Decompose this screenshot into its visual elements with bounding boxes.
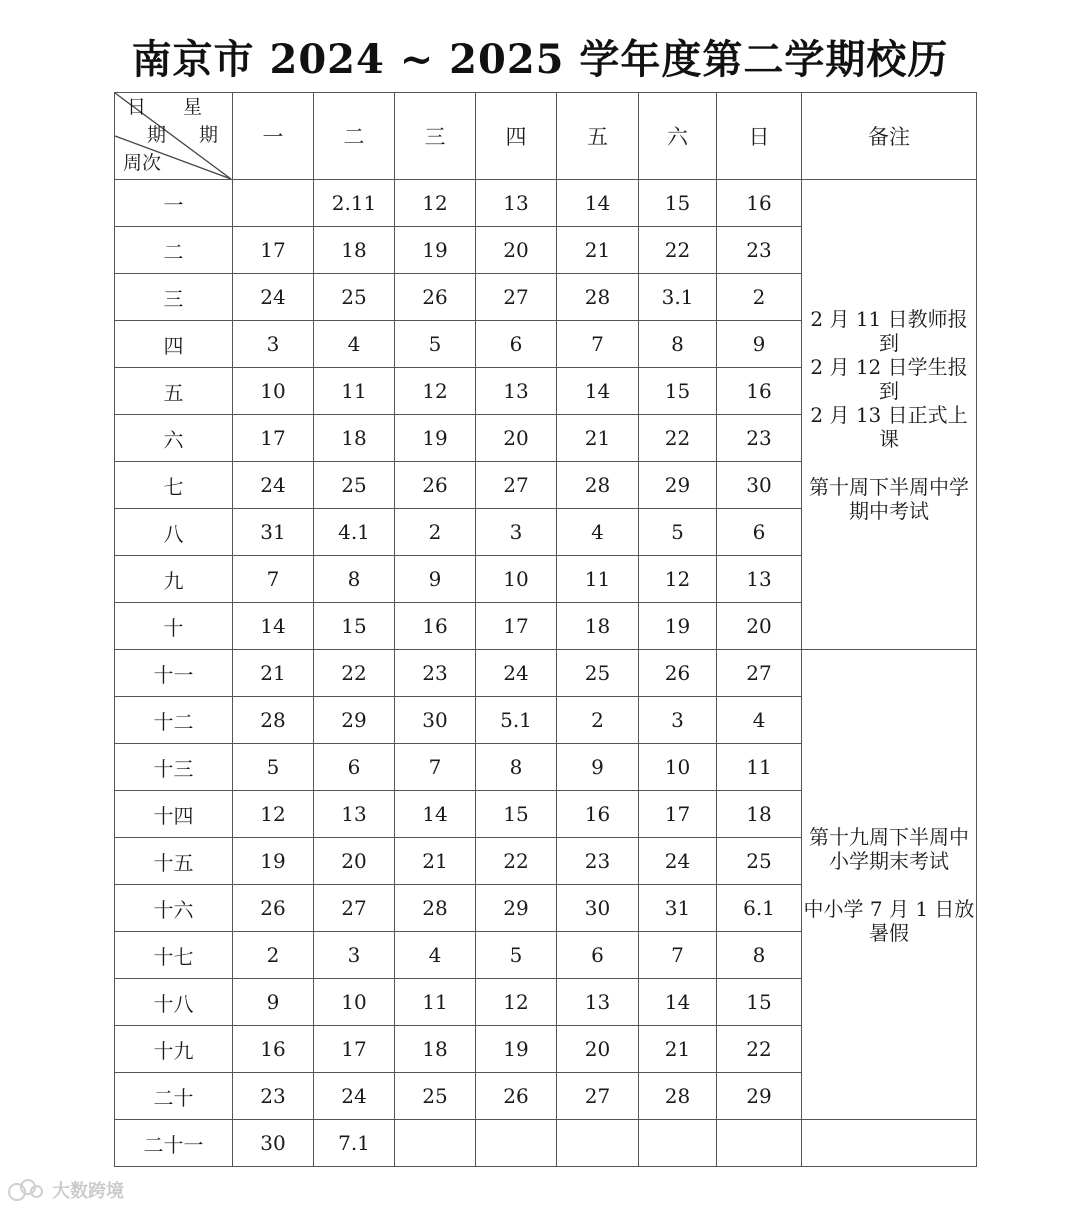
watermark-text: 大数跨境	[52, 1181, 124, 1202]
date-cell-fri: 27	[557, 1073, 639, 1120]
date-cell-sun: 6	[717, 509, 802, 556]
date-cell-fri: 11	[557, 556, 639, 603]
date-cell-fri: 21	[557, 227, 639, 274]
date-cell-wed: 2	[395, 509, 476, 556]
date-cell-sun: 22	[717, 1026, 802, 1073]
date-cell-mon: 5	[233, 744, 314, 791]
date-cell-thu: 13	[476, 180, 557, 227]
date-cell-sat: 3	[639, 697, 717, 744]
date-cell-wed: 18	[395, 1026, 476, 1073]
day-header-sun: 日	[717, 93, 802, 180]
date-cell-thu: 6	[476, 321, 557, 368]
date-cell-wed: 28	[395, 885, 476, 932]
date-cell-thu: 10	[476, 556, 557, 603]
date-cell-fri: 28	[557, 462, 639, 509]
date-cell-wed: 19	[395, 415, 476, 462]
date-cell-mon: 21	[233, 650, 314, 697]
week-label: 十三	[115, 744, 233, 791]
date-cell-thu: 26	[476, 1073, 557, 1120]
day-header-thu: 四	[476, 93, 557, 180]
date-cell-tue: 10	[314, 979, 395, 1026]
date-cell-sat: 28	[639, 1073, 717, 1120]
date-cell-fri: 30	[557, 885, 639, 932]
week-label: 四	[115, 321, 233, 368]
date-cell-fri: 9	[557, 744, 639, 791]
page-title: 南京市 2024 ~ 2025 学年度第二学期校历	[131, 36, 949, 83]
date-cell-tue: 24	[314, 1073, 395, 1120]
note-line: 期中考试	[849, 498, 929, 523]
date-cell-thu: 3	[476, 509, 557, 556]
date-cell-wed: 12	[395, 368, 476, 415]
date-cell-wed	[395, 1120, 476, 1167]
notes-header: 备注	[802, 93, 977, 180]
week-label: 十八	[115, 979, 233, 1026]
date-cell-thu: 29	[476, 885, 557, 932]
week-label: 八	[115, 509, 233, 556]
date-cell-sat: 5	[639, 509, 717, 556]
date-cell-sat: 22	[639, 415, 717, 462]
date-cell-wed: 26	[395, 274, 476, 321]
date-cell-tue: 4.1	[314, 509, 395, 556]
week-label: 二十一	[115, 1120, 233, 1167]
week-row	[115, 1120, 977, 1167]
week-label: 二	[115, 227, 233, 274]
date-cell-sat: 21	[639, 1026, 717, 1073]
note-line: 暑假	[869, 920, 909, 945]
date-cell-tue: 2.11	[314, 180, 395, 227]
day-header-fri: 五	[557, 93, 639, 180]
date-cell-sat: 8	[639, 321, 717, 368]
corner-label-zhouci: 周次	[123, 152, 162, 174]
date-cell-tue: 20	[314, 838, 395, 885]
date-cell-wed: 9	[395, 556, 476, 603]
note-line: 2 月 12 日学生报到	[810, 354, 968, 403]
week-label: 十	[115, 603, 233, 650]
corner-label-xing: 星	[183, 96, 203, 118]
date-cell-wed: 26	[395, 462, 476, 509]
corner-label-qi-left: 期	[147, 124, 167, 146]
date-cell-sun: 25	[717, 838, 802, 885]
date-cell-wed: 11	[395, 979, 476, 1026]
date-cell-mon: 16	[233, 1026, 314, 1073]
week-label: 五	[115, 368, 233, 415]
date-cell-fri: 2	[557, 697, 639, 744]
date-cell-mon: 3	[233, 321, 314, 368]
date-cell-mon: 23	[233, 1073, 314, 1120]
calendar-body	[115, 180, 977, 1167]
note-line: 2 月 13 日正式上课	[810, 402, 968, 451]
week-label: 九	[115, 556, 233, 603]
date-cell-fri: 28	[557, 274, 639, 321]
date-cell-tue: 22	[314, 650, 395, 697]
week-label: 十四	[115, 791, 233, 838]
date-cell-thu	[476, 1120, 557, 1167]
date-cell-thu: 27	[476, 462, 557, 509]
note-line: 第十九周下半周中	[809, 824, 969, 849]
date-cell-sun: 23	[717, 227, 802, 274]
watermark	[8, 1177, 124, 1203]
date-cell-sun: 18	[717, 791, 802, 838]
date-cell-tue: 6	[314, 744, 395, 791]
notes-empty-cell	[802, 1120, 977, 1167]
date-cell-mon: 9	[233, 979, 314, 1026]
date-cell-tue: 27	[314, 885, 395, 932]
date-cell-sat: 31	[639, 885, 717, 932]
date-cell-tue: 25	[314, 274, 395, 321]
date-cell-thu: 17	[476, 603, 557, 650]
school-calendar-table	[114, 92, 977, 1167]
date-cell-sat: 15	[639, 180, 717, 227]
date-cell-sat: 14	[639, 979, 717, 1026]
week-label: 十七	[115, 932, 233, 979]
date-cell-tue: 7.1	[314, 1120, 395, 1167]
date-cell-tue: 29	[314, 697, 395, 744]
watermark-logo-icon	[8, 1179, 46, 1201]
date-cell-sun: 11	[717, 744, 802, 791]
note-spacer	[802, 873, 976, 897]
date-cell-thu: 22	[476, 838, 557, 885]
date-cell-sun: 2	[717, 274, 802, 321]
date-cell-wed: 14	[395, 791, 476, 838]
date-cell-sat	[639, 1120, 717, 1167]
date-cell-tue: 4	[314, 321, 395, 368]
week-label: 六	[115, 415, 233, 462]
date-cell-mon: 17	[233, 415, 314, 462]
date-cell-sun: 16	[717, 368, 802, 415]
date-cell-mon: 17	[233, 227, 314, 274]
date-cell-wed: 21	[395, 838, 476, 885]
week-label: 十一	[115, 650, 233, 697]
date-cell-sat: 26	[639, 650, 717, 697]
date-cell-fri: 16	[557, 791, 639, 838]
date-cell-sun: 15	[717, 979, 802, 1026]
header-row	[115, 93, 977, 180]
date-cell-fri: 23	[557, 838, 639, 885]
date-cell-fri: 25	[557, 650, 639, 697]
date-cell-sun: 13	[717, 556, 802, 603]
date-cell-tue: 15	[314, 603, 395, 650]
date-cell-mon: 19	[233, 838, 314, 885]
date-cell-sat: 22	[639, 227, 717, 274]
date-cell-mon	[233, 180, 314, 227]
week-label: 十九	[115, 1026, 233, 1073]
notes-cell	[802, 650, 977, 1120]
date-cell-thu: 13	[476, 368, 557, 415]
corner-label-ri: 日	[127, 96, 147, 118]
date-cell-thu: 19	[476, 1026, 557, 1073]
date-cell-thu: 27	[476, 274, 557, 321]
date-cell-thu: 8	[476, 744, 557, 791]
date-cell-fri: 18	[557, 603, 639, 650]
date-cell-sat: 7	[639, 932, 717, 979]
date-cell-wed: 5	[395, 321, 476, 368]
date-cell-tue: 18	[314, 227, 395, 274]
date-cell-sun: 27	[717, 650, 802, 697]
note-line: 小学期末考试	[829, 848, 949, 873]
date-cell-wed: 7	[395, 744, 476, 791]
day-header-mon: 一	[233, 93, 314, 180]
date-cell-sun: 9	[717, 321, 802, 368]
date-cell-mon: 30	[233, 1120, 314, 1167]
date-cell-fri: 6	[557, 932, 639, 979]
date-cell-thu: 15	[476, 791, 557, 838]
date-cell-tue: 25	[314, 462, 395, 509]
date-cell-thu: 5	[476, 932, 557, 979]
date-cell-mon: 26	[233, 885, 314, 932]
date-cell-sun: 23	[717, 415, 802, 462]
date-cell-fri: 21	[557, 415, 639, 462]
corner-header-cell	[115, 93, 233, 180]
week-row	[115, 650, 977, 697]
date-cell-sun: 8	[717, 932, 802, 979]
day-header-wed: 三	[395, 93, 476, 180]
day-header-tue: 二	[314, 93, 395, 180]
date-cell-fri: 13	[557, 979, 639, 1026]
note-spacer	[802, 451, 976, 475]
date-cell-fri	[557, 1120, 639, 1167]
date-cell-sun	[717, 1120, 802, 1167]
date-cell-mon: 28	[233, 697, 314, 744]
date-cell-wed: 19	[395, 227, 476, 274]
date-cell-sat: 19	[639, 603, 717, 650]
note-line: 中小学 7 月 1 日放	[803, 896, 975, 921]
date-cell-fri: 4	[557, 509, 639, 556]
date-cell-tue: 3	[314, 932, 395, 979]
date-cell-wed: 12	[395, 180, 476, 227]
date-cell-tue: 18	[314, 415, 395, 462]
week-label: 三	[115, 274, 233, 321]
week-label: 二十	[115, 1073, 233, 1120]
date-cell-mon: 24	[233, 274, 314, 321]
date-cell-mon: 12	[233, 791, 314, 838]
date-cell-wed: 25	[395, 1073, 476, 1120]
date-cell-sun: 6.1	[717, 885, 802, 932]
date-cell-fri: 14	[557, 368, 639, 415]
date-cell-tue: 11	[314, 368, 395, 415]
date-cell-tue: 17	[314, 1026, 395, 1073]
date-cell-sat: 3.1	[639, 274, 717, 321]
week-label: 十五	[115, 838, 233, 885]
date-cell-mon: 14	[233, 603, 314, 650]
date-cell-mon: 24	[233, 462, 314, 509]
week-label: 七	[115, 462, 233, 509]
date-cell-sun: 30	[717, 462, 802, 509]
date-cell-fri: 14	[557, 180, 639, 227]
note-line: 2 月 11 日教师报到	[810, 306, 968, 355]
date-cell-wed: 4	[395, 932, 476, 979]
date-cell-thu: 24	[476, 650, 557, 697]
date-cell-sat: 15	[639, 368, 717, 415]
date-cell-sat: 17	[639, 791, 717, 838]
week-label: 十二	[115, 697, 233, 744]
date-cell-mon: 2	[233, 932, 314, 979]
date-cell-sun: 4	[717, 697, 802, 744]
date-cell-sun: 29	[717, 1073, 802, 1120]
date-cell-thu: 5.1	[476, 697, 557, 744]
date-cell-tue: 13	[314, 791, 395, 838]
date-cell-sun: 20	[717, 603, 802, 650]
note-line: 第十周下半周中学	[809, 474, 969, 499]
day-header-sat: 六	[639, 93, 717, 180]
week-label: 十六	[115, 885, 233, 932]
date-cell-thu: 20	[476, 415, 557, 462]
date-cell-thu: 12	[476, 979, 557, 1026]
notes-cell	[802, 180, 977, 650]
date-cell-sun: 16	[717, 180, 802, 227]
date-cell-thu: 20	[476, 227, 557, 274]
week-row	[115, 180, 977, 227]
date-cell-mon: 7	[233, 556, 314, 603]
date-cell-fri: 7	[557, 321, 639, 368]
date-cell-wed: 30	[395, 697, 476, 744]
date-cell-sat: 12	[639, 556, 717, 603]
date-cell-wed: 16	[395, 603, 476, 650]
date-cell-mon: 10	[233, 368, 314, 415]
date-cell-sat: 24	[639, 838, 717, 885]
date-cell-sat: 10	[639, 744, 717, 791]
corner-label-qi-right: 期	[199, 124, 219, 146]
week-label: 一	[115, 180, 233, 227]
date-cell-tue: 8	[314, 556, 395, 603]
date-cell-wed: 23	[395, 650, 476, 697]
date-cell-mon: 31	[233, 509, 314, 556]
date-cell-sat: 29	[639, 462, 717, 509]
date-cell-fri: 20	[557, 1026, 639, 1073]
